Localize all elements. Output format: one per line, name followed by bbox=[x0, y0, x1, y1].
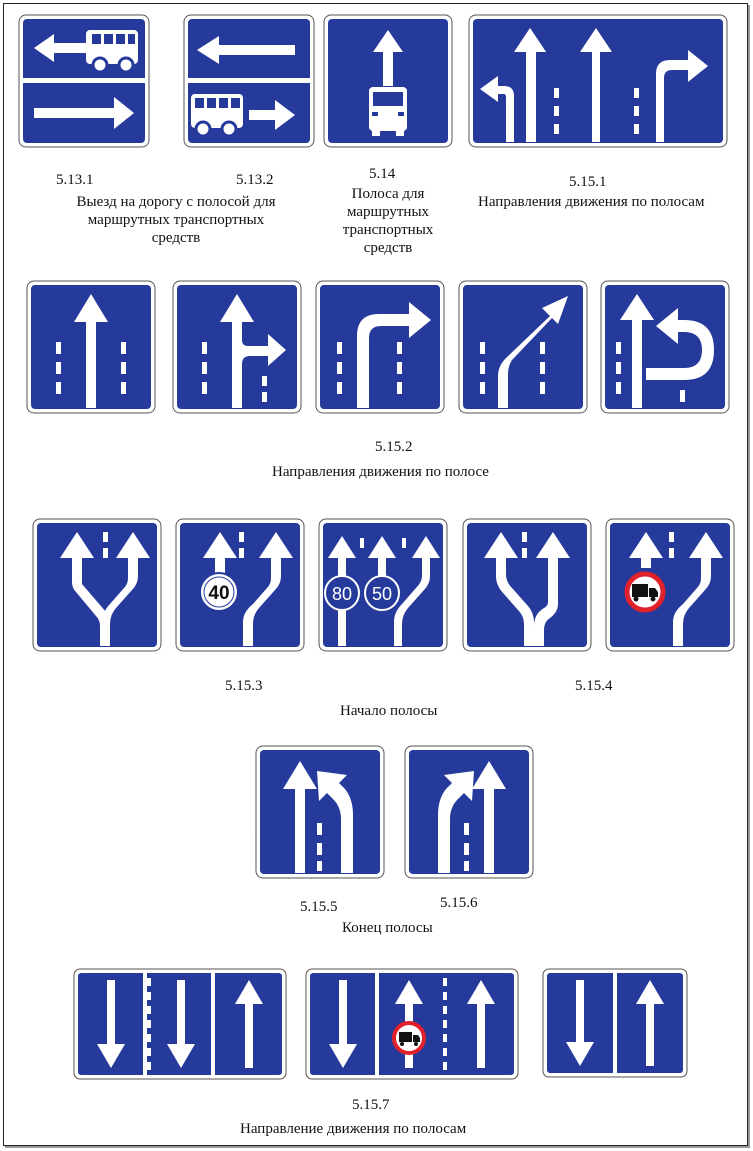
speed-limit-80: 80 bbox=[331, 584, 353, 604]
sign-5-15-5 bbox=[255, 745, 385, 879]
caption-5-13-2: 5.13.2 bbox=[236, 172, 274, 188]
sign-5-15-1 bbox=[468, 14, 728, 148]
caption-5-15-7: 5.15.7 bbox=[352, 1097, 390, 1113]
sign-5-15-2-diagonal-right bbox=[458, 280, 588, 414]
sign-5-15-4-a bbox=[462, 518, 592, 652]
sign-5-15-7-truck bbox=[305, 968, 519, 1080]
sign-5-15-6 bbox=[404, 745, 534, 879]
sign-5-14 bbox=[323, 14, 453, 148]
sign-5-15-7-two-lane bbox=[542, 968, 688, 1078]
desc-5-15-1: Направления движения по полосам bbox=[478, 194, 705, 210]
bus-icon bbox=[369, 87, 407, 136]
caption-5-15-5: 5.15.5 bbox=[300, 899, 338, 915]
caption-5-15-3: 5.15.3 bbox=[225, 678, 263, 694]
caption-5-14: 5.14 bbox=[369, 166, 396, 182]
caption-5-15-1: 5.15.1 bbox=[569, 174, 607, 190]
sign-5-15-4-truck bbox=[605, 518, 735, 652]
sign-5-15-2-straight-right bbox=[172, 280, 302, 414]
sign-5-15-2-right bbox=[315, 280, 445, 414]
sign-5-15-3-speed-40 bbox=[175, 518, 305, 652]
desc-5-15-5-6: Конец полосы bbox=[342, 920, 433, 936]
caption-5-15-2: 5.15.2 bbox=[375, 439, 413, 455]
desc-5-15-3-4: Начало полосы bbox=[340, 703, 438, 719]
speed-limit-40: 40 bbox=[208, 583, 230, 604]
sign-5-15-2-uturn bbox=[600, 280, 730, 414]
caption-5-15-6: 5.15.6 bbox=[440, 895, 478, 911]
sign-5-13-2 bbox=[183, 14, 315, 148]
desc-5-15-2: Направления движения по полосе bbox=[272, 464, 489, 480]
desc-5-14: Полоса для маршрутных транспортных средств bbox=[342, 186, 434, 256]
speed-limit-50: 50 bbox=[371, 584, 393, 604]
sign-5-15-3-a bbox=[32, 518, 162, 652]
sign-5-15-2-straight bbox=[26, 280, 156, 414]
caption-5-15-4: 5.15.4 bbox=[575, 678, 613, 694]
caption-5-13-1: 5.13.1 bbox=[56, 172, 94, 188]
sign-5-13-1 bbox=[18, 14, 150, 148]
sign-5-15-3-speed-80-50 bbox=[318, 518, 448, 652]
sign-5-15-7-three-lane bbox=[73, 968, 287, 1080]
desc-5-15-7: Направление движения по полосам bbox=[240, 1121, 467, 1137]
desc-5-13: Выезд на дорогу с полосой для маршрутных транспортных средств bbox=[76, 194, 276, 246]
